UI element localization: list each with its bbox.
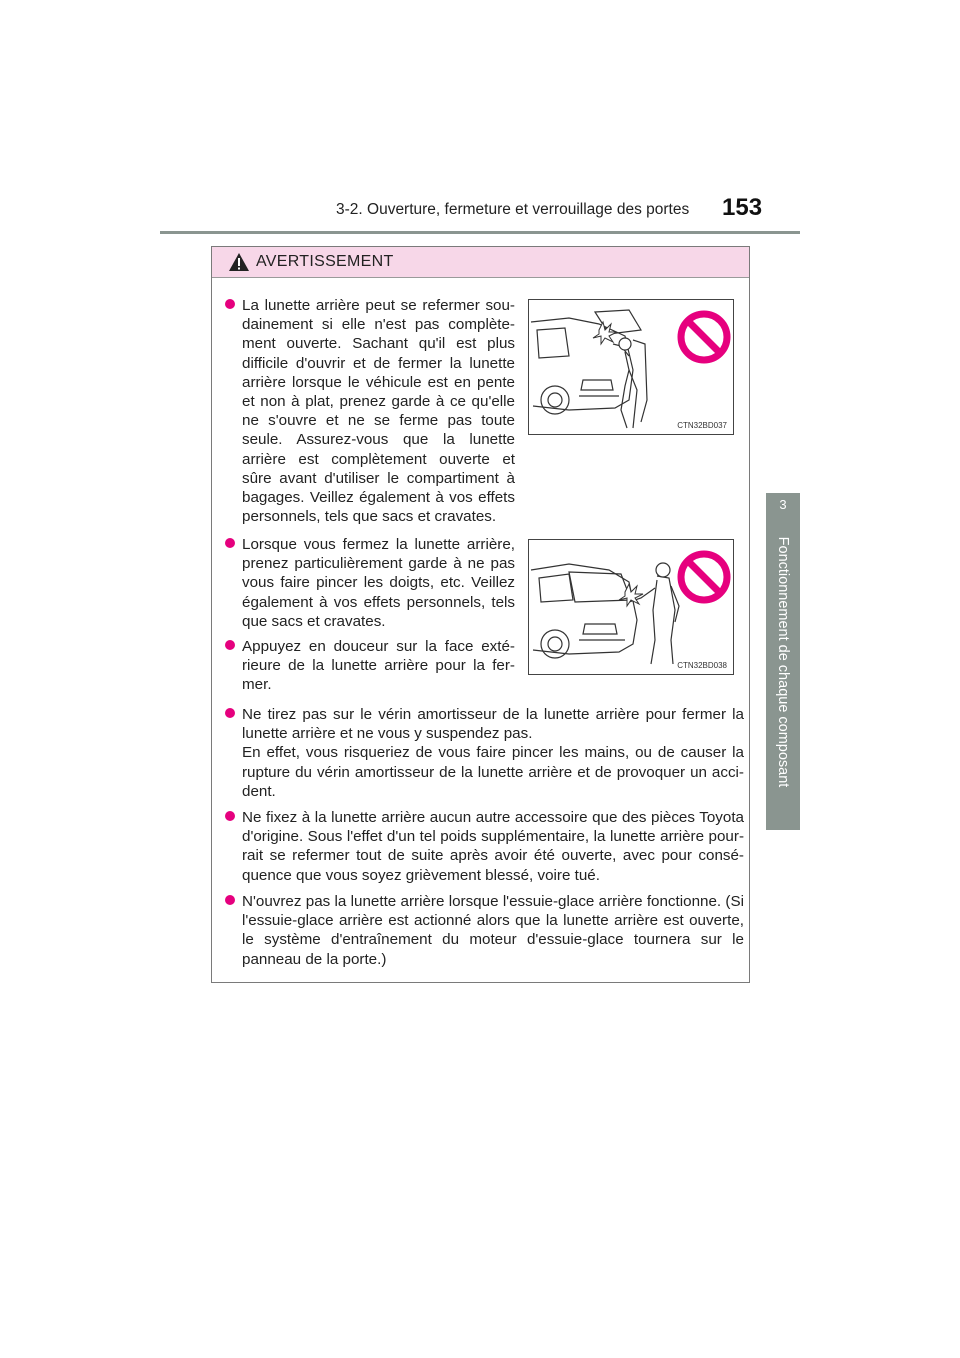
- page-number: 153: [722, 194, 763, 221]
- section-title: 3-2. Ouverture, fermeture et verrouillage des portes: [336, 201, 690, 218]
- illustration-closing-tailgate: [528, 539, 734, 675]
- warning-header: [212, 247, 749, 278]
- warning-item: [242, 808, 744, 885]
- prohibition-icon: [677, 310, 731, 364]
- warning-item-text: Ne tirez pas sur le vérin amortisseur de la lunette arrière pour fermer la lunette arrière et ne vous y suspendez pas.: [242, 706, 744, 743]
- bullet-icon: [225, 640, 235, 650]
- bullet-icon: [225, 708, 235, 718]
- warning-item-continuation: En effet, vous risqueriez de vous faire pincer les mains, ou de causer la rupture du vérin amortisseur de la lunette arrière et de provoquer un acci-dent.: [242, 744, 744, 800]
- figure-code: CTN32BD037: [677, 421, 727, 430]
- warning-title: AVERTISSEMENT: [256, 253, 394, 270]
- warning-item-text: Ne fixez à la lunette arrière aucun autre accessoire que des pièces Toyota d'origine. Sous l'effet d'un tel poids supplémentaire, la lunette arrière pour-rait se refermer tout de suite après avoir été ouverte, avec pour consé-quence que vous soyez grièvement blessé, voire tué.: [242, 809, 744, 884]
- warning-item-text: N'ouvrez pas la lunette arrière lorsque l'essuie-glace arrière fonctionne. (Si l'essuie-glace arrière est actionné alors que la lunette arrière est ouverte, le système d'entraînement du moteur d'essuie-glace tournera sur le panneau de la porte.): [242, 893, 744, 968]
- bullet-icon: [225, 538, 235, 548]
- bullet-icon: [225, 811, 235, 821]
- warning-item: [242, 296, 515, 526]
- illustration-tailgate-hazard: [528, 299, 734, 435]
- bullet-icon: [225, 299, 235, 309]
- chapter-label: Fonctionnement de chaque composant: [775, 536, 791, 788]
- warning-item: [242, 705, 744, 801]
- warning-item-text: Lorsque vous fermez la lunette arrière, prenez particulièrement garde à ne pas vous faire pincer les doigts, etc. Veillez également à vos effets personnels, tels que sacs et cravates.: [242, 536, 515, 630]
- chapter-number: 3: [779, 497, 787, 512]
- header-divider: [160, 231, 800, 234]
- warning-triangle-icon: [228, 252, 250, 272]
- warning-item: [242, 535, 515, 631]
- warning-item: [242, 892, 744, 969]
- warning-item-text: Appuyez en douceur sur la face exté-rieure de la lunette arrière pour la fer-mer.: [242, 638, 515, 694]
- bullet-icon: [225, 895, 235, 905]
- warning-item: [242, 637, 515, 695]
- figure-code: CTN32BD038: [677, 661, 727, 670]
- warning-box: [211, 246, 750, 983]
- prohibition-icon: [677, 550, 731, 604]
- warning-item-text: La lunette arrière peut se refermer sou-dainement si elle n'est pas complète-ment ouverte. Sachant qu'il est plus difficile d'ouvrir et de fermer la lunette arrière lorsque le véhicule est en pente et non à plat, prenez garde à ce qu'elle ne s'ouvre et ne se ferme pas toute seule. Assurez-vous que la lunette arrière est complètement ouverte et sûre avant d'utiliser le compartiment à bagages. Veillez également à vos effets personnels, tels que sacs et cravates.: [242, 297, 515, 526]
